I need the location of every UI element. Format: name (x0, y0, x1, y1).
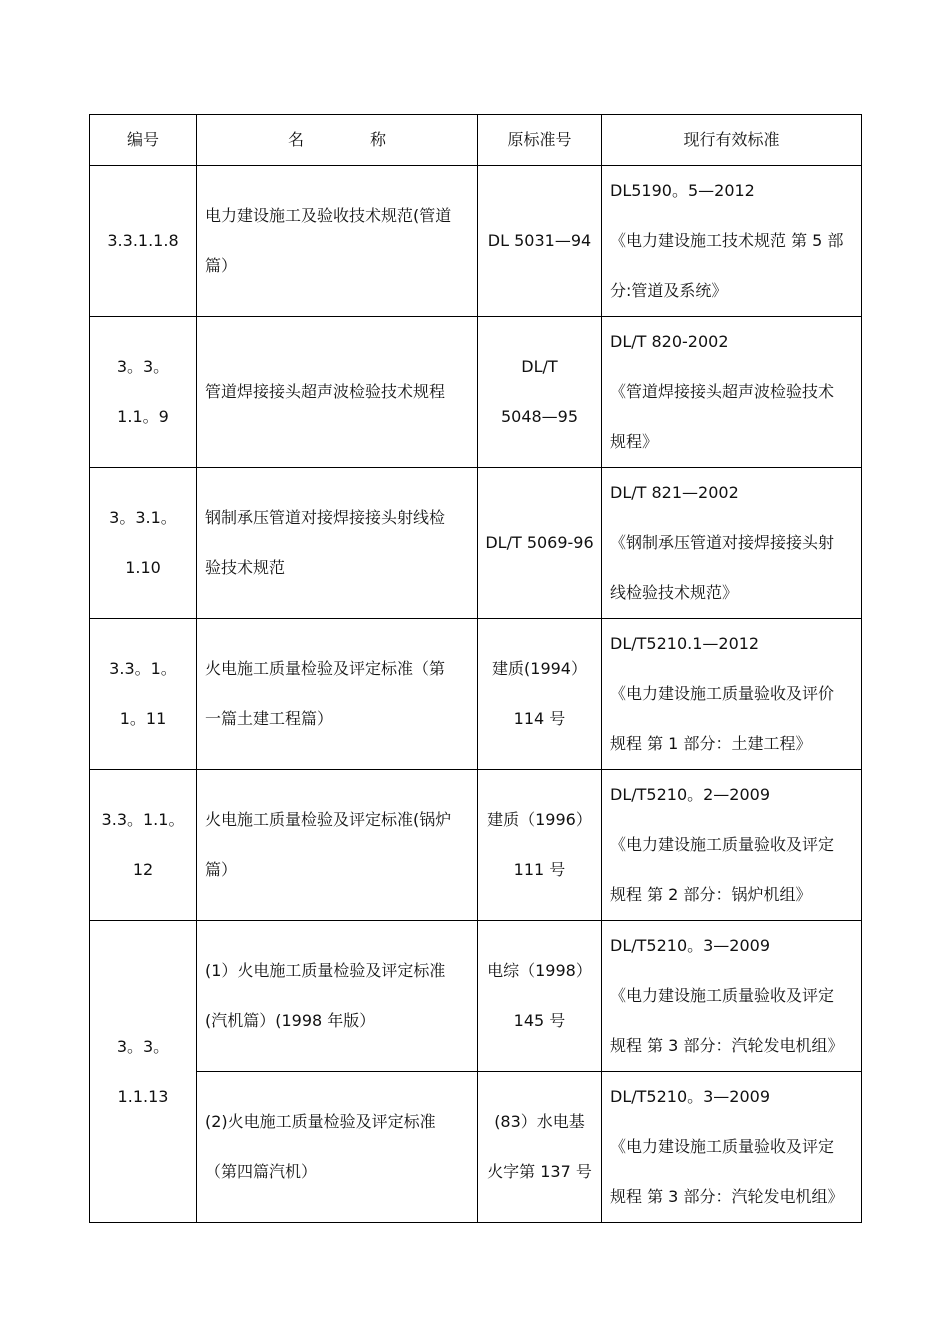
name-cell (197, 166, 478, 317)
code-cell (90, 317, 197, 468)
original-cell (478, 921, 602, 1072)
original-cell (478, 1072, 602, 1223)
current-text: 分:管道及系统》 (610, 281, 728, 300)
current-cell (602, 468, 862, 619)
current-text: DL/T5210.1—2012 (610, 634, 760, 653)
header-row (90, 115, 862, 166)
table-row (90, 619, 862, 770)
original-text: 建质（1996） (487, 810, 592, 829)
name-text: 电力建设施工及验收技术规范(管道 (205, 206, 452, 225)
table-row (90, 770, 862, 921)
name-text: (1）火电施工质量检验及评定标准 (205, 961, 446, 980)
current-text: 规程 第 2 部分：锅炉机组》 (610, 885, 812, 904)
current-cell (602, 770, 862, 921)
original-text: 5048—95 (500, 407, 579, 426)
table-row (90, 317, 862, 468)
header-original: 原标准号 (478, 115, 602, 166)
code-cell (90, 468, 197, 619)
original-text: 建质(1994） (492, 659, 587, 678)
original-cell (478, 619, 602, 770)
name-cell (197, 1072, 478, 1223)
code-cell (90, 921, 197, 1223)
code-text: 1。11 (119, 709, 167, 728)
current-text: DL/T 821—2002 (610, 483, 739, 502)
name-text: 钢制承压管道对接焊接接头射线检 (205, 508, 446, 527)
name-cell (197, 770, 478, 921)
current-text: 《电力建设施工技术规范 第 5 部 (610, 231, 844, 250)
current-text: 《电力建设施工质量验收及评定 (610, 986, 835, 1005)
header-name-left: 名 (287, 130, 304, 149)
code-cell (90, 770, 197, 921)
current-cell (602, 1072, 862, 1223)
name-cell (197, 619, 478, 770)
original-text: 电综（1998） (487, 961, 592, 980)
header-name (197, 115, 478, 166)
name-text: 一篇土建工程篇） (205, 709, 334, 728)
code-cell (90, 166, 197, 317)
header-code: 编号 (90, 115, 197, 166)
original-text: 火字第 137 号 (487, 1162, 592, 1181)
original-text: 145 号 (513, 1011, 566, 1030)
current-text: 《电力建设施工质量验收及评价 (610, 684, 835, 703)
current-text: 《电力建设施工质量验收及评定 (610, 1137, 835, 1156)
name-text: 火电施工质量检验及评定标准（第 (205, 659, 446, 678)
current-text: DL/T5210。3—2009 (610, 1087, 771, 1106)
code-cell (90, 619, 197, 770)
original-cell (478, 166, 602, 317)
code-text: 1.10 (125, 558, 161, 577)
current-text: 线检验技术规范》 (610, 583, 739, 602)
current-cell (602, 317, 862, 468)
code-text: 3.3.1.1.8 (107, 231, 179, 250)
name-text: 火电施工质量检验及评定标准(锅炉 (205, 810, 452, 829)
name-text: （第四篇汽机） (205, 1162, 318, 1181)
name-cell (197, 317, 478, 468)
name-text: 篇） (205, 256, 238, 275)
original-cell (478, 317, 602, 468)
current-cell (602, 619, 862, 770)
name-text: 验技术规范 (205, 558, 286, 577)
current-cell (602, 921, 862, 1072)
code-text: 3.3。1.1。 (101, 810, 185, 829)
table-row (90, 468, 862, 619)
code-text: 3。3。 (116, 357, 170, 376)
name-cell (197, 468, 478, 619)
code-text: 1.1。9 (117, 407, 169, 426)
name-text: (2)火电施工质量检验及评定标准 (205, 1112, 436, 1131)
original-text: DL/T (521, 357, 558, 376)
current-text: 规程 第 1 部分：土建工程》 (610, 734, 812, 753)
header-name-right: 称 (370, 130, 387, 149)
name-text: 管道焊接接头超声波检验技术规程 (205, 382, 446, 401)
original-text: 114 号 (513, 709, 566, 728)
header-current: 现行有效标准 (602, 115, 862, 166)
current-text: 《钢制承压管道对接焊接接头射 (610, 533, 835, 552)
original-text: (83）水电基 (494, 1112, 585, 1131)
current-text: 《电力建设施工质量验收及评定 (610, 835, 835, 854)
code-text: 12 (132, 860, 154, 879)
current-text: DL5190。5—2012 (610, 181, 755, 200)
table-row (90, 921, 862, 1072)
current-text: 规程 第 3 部分：汽轮发电机组》 (610, 1187, 844, 1206)
original-cell (478, 468, 602, 619)
code-text: 3。3。 (116, 1036, 170, 1056)
code-text: 3.3。1。 (109, 659, 177, 678)
current-cell (602, 166, 862, 317)
current-text: 规程 第 3 部分：汽轮发电机组》 (610, 1036, 844, 1055)
original-text: DL/T 5069-96 (485, 533, 594, 552)
standards-table (89, 114, 862, 1223)
name-text: (汽机篇）(1998 年版） (205, 1011, 376, 1030)
code-text: 3。3.1。 (109, 508, 177, 527)
code-text: 1.1.13 (117, 1086, 169, 1106)
current-text: 《管道焊接接头超声波检验技术 (610, 382, 835, 401)
current-text: DL/T 820-2002 (610, 332, 729, 351)
name-text: 篇） (205, 860, 238, 879)
current-text: DL/T5210。2—2009 (610, 785, 771, 804)
name-cell (197, 921, 478, 1072)
table-row (90, 166, 862, 317)
original-cell (478, 770, 602, 921)
current-text: DL/T5210。3—2009 (610, 936, 771, 955)
table-row (90, 1072, 862, 1223)
original-text: DL 5031—94 (487, 231, 592, 250)
original-text: 111 号 (513, 860, 566, 879)
current-text: 规程》 (610, 432, 659, 451)
